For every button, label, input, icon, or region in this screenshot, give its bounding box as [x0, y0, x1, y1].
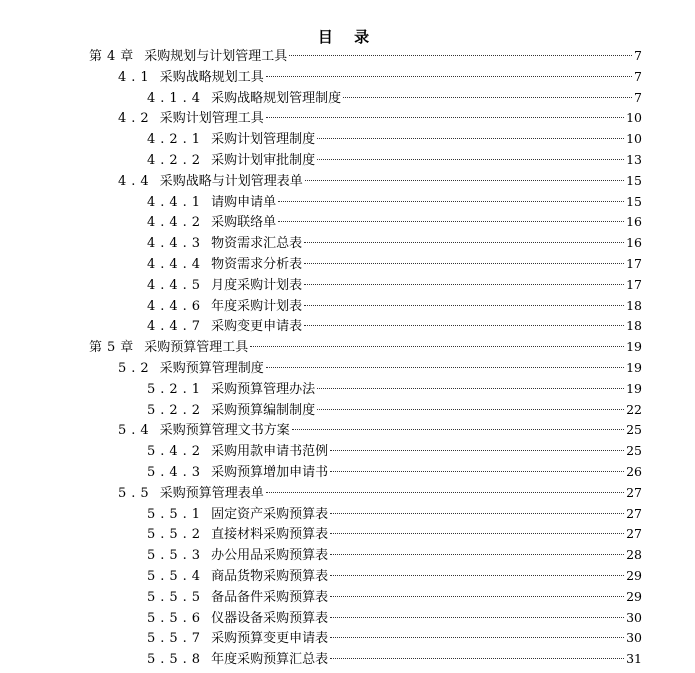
toc-entry-title — [147, 276, 302, 297]
toc-entry-title — [147, 505, 328, 526]
toc-page-number: 7 — [634, 89, 642, 105]
toc-page-number: 28 — [626, 547, 642, 563]
toc-entry-label: 月度采购计划表 — [211, 277, 303, 293]
toc-dot-leader — [330, 658, 624, 659]
toc-entry-title — [147, 151, 315, 172]
toc-entry-title — [89, 47, 287, 68]
toc-entry[interactable] — [147, 545, 642, 566]
toc-dot-leader — [304, 284, 624, 285]
toc-entry[interactable] — [118, 171, 642, 192]
toc-entry-number: 5.5.8 — [147, 652, 206, 668]
toc-dot-leader — [330, 575, 624, 576]
toc-page-number: 19 — [626, 360, 642, 375]
toc-dot-leader — [343, 97, 632, 98]
toc-dot-leader — [330, 533, 624, 534]
toc-page-number: 22 — [626, 401, 642, 417]
toc-entry-label: 采购变更申请表 — [211, 319, 303, 335]
toc-entry-number: 4.2 — [118, 111, 154, 127]
toc-entry-number: 5.5.1 — [147, 506, 206, 522]
toc-page-number: 25 — [626, 422, 642, 438]
toc-dot-leader — [330, 596, 624, 597]
toc-entry-label: 采购预算变更申请表 — [211, 631, 329, 647]
toc-entry[interactable] — [89, 46, 642, 67]
toc-entry-title — [147, 629, 328, 650]
toc-entry[interactable] — [147, 400, 642, 421]
toc-entry[interactable] — [147, 524, 642, 545]
toc-dot-leader — [330, 471, 624, 472]
toc-entry-label: 采购预算管理工具 — [144, 340, 249, 356]
toc-entry-label: 物资需求汇总表 — [211, 236, 303, 252]
toc-entry-number: 4.4.1 — [147, 194, 206, 210]
toc-entry-title — [147, 193, 276, 214]
toc-page-number: 18 — [626, 297, 642, 313]
toc-entry[interactable] — [147, 254, 642, 275]
toc-entry-label: 采购预算管理表单 — [159, 485, 264, 501]
toc-entry-label: 采购预算管理办法 — [211, 381, 316, 397]
toc-page-number: 30 — [626, 630, 642, 646]
toc-entry[interactable] — [147, 462, 642, 483]
toc-entry-number: 5.4 — [118, 423, 154, 439]
toc-entry-label: 直接材料采购预算表 — [211, 527, 329, 543]
toc-entry-title — [147, 130, 315, 151]
toc-entry[interactable] — [147, 649, 642, 670]
toc-entry[interactable] — [147, 608, 642, 629]
toc-entry-title — [147, 567, 328, 588]
toc-entry-number: 5.5.6 — [147, 610, 206, 626]
toc-page-number: 13 — [626, 152, 642, 167]
toc-entry-label: 仪器设备采购预算表 — [211, 610, 329, 626]
toc-entry[interactable] — [147, 275, 642, 296]
toc-entry[interactable] — [118, 420, 642, 441]
toc-entry-title — [118, 68, 264, 89]
toc-page-number: 17 — [626, 276, 642, 292]
toc-entry-label: 备品备件采购预算表 — [211, 589, 329, 605]
toc-entry-number: 5.5.7 — [147, 631, 206, 647]
toc-entry-label: 采购战略与计划管理表单 — [159, 173, 303, 189]
toc-entry[interactable] — [147, 566, 642, 587]
toc-page-number: 27 — [626, 505, 642, 521]
toc-entry-title — [147, 525, 328, 546]
toc-entry-number: 5.5.5 — [147, 589, 206, 605]
toc-entry-label: 采购预算管理制度 — [159, 361, 264, 376]
toc-entry-number: 4.4.3 — [147, 236, 206, 252]
toc-entry-number: 4.2.2 — [147, 153, 206, 168]
toc-dot-leader — [317, 138, 624, 139]
toc-dot-leader — [266, 117, 624, 118]
toc-entry-label: 年度采购预算汇总表 — [211, 652, 329, 668]
toc-dot-leader — [292, 429, 624, 430]
toc-entry-number: 4.4.5 — [147, 277, 206, 293]
toc-entry-label: 物资需求分析表 — [211, 257, 303, 272]
toc-entry-number: 5.5.2 — [147, 527, 206, 543]
toc-entry[interactable] — [147, 504, 642, 525]
toc-entry[interactable] — [147, 379, 642, 400]
toc-page-number: 26 — [626, 464, 642, 479]
toc-dot-leader — [305, 180, 624, 181]
toc-entry-number: 4.4.6 — [147, 298, 206, 314]
toc-entry-title — [147, 588, 328, 609]
toc-entry-label: 采购计划管理制度 — [211, 132, 316, 148]
toc-entry-title — [118, 484, 264, 505]
toc-entry-label: 采购战略规划管理制度 — [211, 90, 342, 106]
toc-entry[interactable] — [147, 192, 642, 213]
toc-entry[interactable] — [89, 337, 642, 358]
toc-entry-label: 采购预算编制制度 — [211, 402, 316, 418]
toc-entry-number: 5.4.3 — [147, 465, 206, 480]
toc-entry-number: 4.1.4 — [147, 90, 206, 106]
toc-entry[interactable] — [147, 129, 642, 150]
toc-page-number: 16 — [626, 235, 642, 251]
toc-dot-leader — [317, 409, 624, 410]
toc-page-number: 29 — [626, 568, 642, 583]
toc-entry-title — [89, 338, 248, 359]
toc-entry[interactable] — [147, 587, 642, 608]
toc-entry-title — [147, 297, 302, 318]
toc-dot-leader — [250, 346, 624, 347]
toc-dot-leader — [304, 305, 624, 306]
toc-entry-label: 年度采购计划表 — [211, 298, 303, 314]
toc-entry-number: 4.4.4 — [147, 257, 206, 272]
toc-page-number: 19 — [626, 380, 642, 396]
toc-entry-title — [147, 442, 328, 463]
toc-entry-title — [147, 380, 315, 401]
toc-page-number: 19 — [626, 339, 642, 355]
toc-entry-number: 4.4.7 — [147, 319, 206, 335]
toc-page-number: 27 — [626, 484, 642, 500]
toc-page-number: 27 — [626, 526, 642, 542]
toc-entry[interactable] — [147, 316, 642, 337]
toc-entry-number: 5.2.2 — [147, 402, 206, 418]
toc-entry-number: 4.4 — [118, 173, 154, 189]
toc-entry-number: 第5章 — [89, 340, 139, 356]
toc-page-number: 18 — [626, 318, 642, 334]
toc-dot-leader — [330, 513, 624, 514]
toc-entry-label: 采购战略规划工具 — [159, 69, 264, 85]
toc-entry-label: 办公用品采购预算表 — [211, 548, 329, 564]
toc-entry-title — [147, 213, 276, 234]
toc-entry[interactable] — [147, 233, 642, 254]
toc-page-number: 31 — [626, 651, 642, 667]
toc-entry-title — [147, 401, 315, 422]
toc-entry-title — [118, 421, 290, 442]
toc-dot-leader — [289, 55, 632, 56]
toc-dot-leader — [304, 325, 624, 326]
toc-entry-title — [147, 234, 302, 255]
toc-entry-number: 4.4.2 — [147, 215, 206, 231]
toc-page-number: 16 — [626, 214, 642, 230]
toc-page-number: 17 — [626, 256, 642, 271]
toc-page-number: 29 — [626, 588, 642, 604]
toc-page-number: 7 — [634, 68, 642, 84]
toc-entry-title — [147, 317, 302, 338]
toc-dot-leader — [330, 617, 624, 618]
toc-page-number: 30 — [626, 609, 642, 625]
toc-entry-title — [118, 359, 264, 380]
toc-dot-leader — [278, 201, 624, 202]
toc-entry-label: 采购预算管理文书方案 — [159, 423, 290, 439]
toc-entry-label: 采购联络单 — [211, 215, 277, 231]
toc-entry-label: 采购预算增加申请书 — [211, 465, 329, 480]
toc-entry[interactable] — [118, 483, 642, 504]
toc-page-number: 7 — [634, 48, 642, 63]
toc-dot-leader — [304, 242, 624, 243]
toc-dot-leader — [330, 637, 624, 638]
toc-entry-title — [118, 109, 264, 130]
toc-dot-leader — [317, 159, 624, 160]
toc-dot-leader — [330, 450, 624, 451]
toc-dot-leader — [266, 367, 624, 368]
toc-entry-number: 5.5.3 — [147, 548, 206, 564]
toc-entry-label: 采购规划与计划管理工具 — [144, 49, 288, 64]
page-title: 目 录 — [317, 28, 378, 46]
toc-entry-number: 5.5.4 — [147, 569, 206, 584]
toc-entry-title — [118, 172, 303, 193]
toc-page-number: 15 — [626, 172, 642, 188]
toc-dot-leader — [330, 554, 624, 555]
toc-entry[interactable] — [147, 150, 642, 171]
toc-entry-label: 商品货物采购预算表 — [211, 569, 329, 584]
toc-entry-label: 采购计划管理工具 — [159, 111, 264, 127]
toc-entry-title — [147, 546, 328, 567]
toc-entry-number: 5.4.2 — [147, 444, 206, 460]
toc-entry[interactable] — [118, 358, 642, 379]
toc-entry-title — [147, 650, 328, 671]
toc-entry-title — [147, 463, 328, 484]
toc-entry-number: 5.5 — [118, 485, 154, 501]
toc-entry[interactable] — [118, 108, 642, 129]
toc-entry[interactable] — [147, 441, 642, 462]
toc-page-number: 25 — [626, 443, 642, 459]
toc-entry-title — [147, 255, 302, 276]
toc-dot-leader — [278, 221, 624, 222]
toc-dot-leader — [266, 492, 624, 493]
toc-entry-label: 采购用款申请书范例 — [211, 444, 329, 460]
toc-entry[interactable] — [147, 628, 642, 649]
toc-dot-leader — [266, 76, 632, 77]
toc-entry-label: 采购计划审批制度 — [211, 153, 316, 168]
toc-entry-title — [147, 89, 341, 110]
toc-page-number: 10 — [626, 131, 642, 147]
toc-page-number: 15 — [626, 193, 642, 209]
toc-entry-label: 固定资产采购预算表 — [211, 506, 329, 522]
toc-entry[interactable] — [147, 212, 642, 233]
toc-page-number: 10 — [626, 110, 642, 126]
toc-entry[interactable] — [147, 88, 642, 109]
toc-entry-number: 5.2 — [118, 361, 154, 376]
toc-entry[interactable] — [147, 296, 642, 317]
toc-entry-number: 4.2.1 — [147, 132, 206, 148]
toc-entry-title — [147, 609, 328, 630]
toc-entry-label: 请购申请单 — [211, 194, 277, 210]
toc-entry-number: 第4章 — [89, 49, 139, 64]
toc-entry-number: 5.2.1 — [147, 381, 206, 397]
toc-dot-leader — [317, 388, 624, 389]
toc-dot-leader — [304, 263, 624, 264]
toc-entry[interactable] — [118, 67, 642, 88]
toc-entry-number: 4.1 — [118, 69, 154, 85]
